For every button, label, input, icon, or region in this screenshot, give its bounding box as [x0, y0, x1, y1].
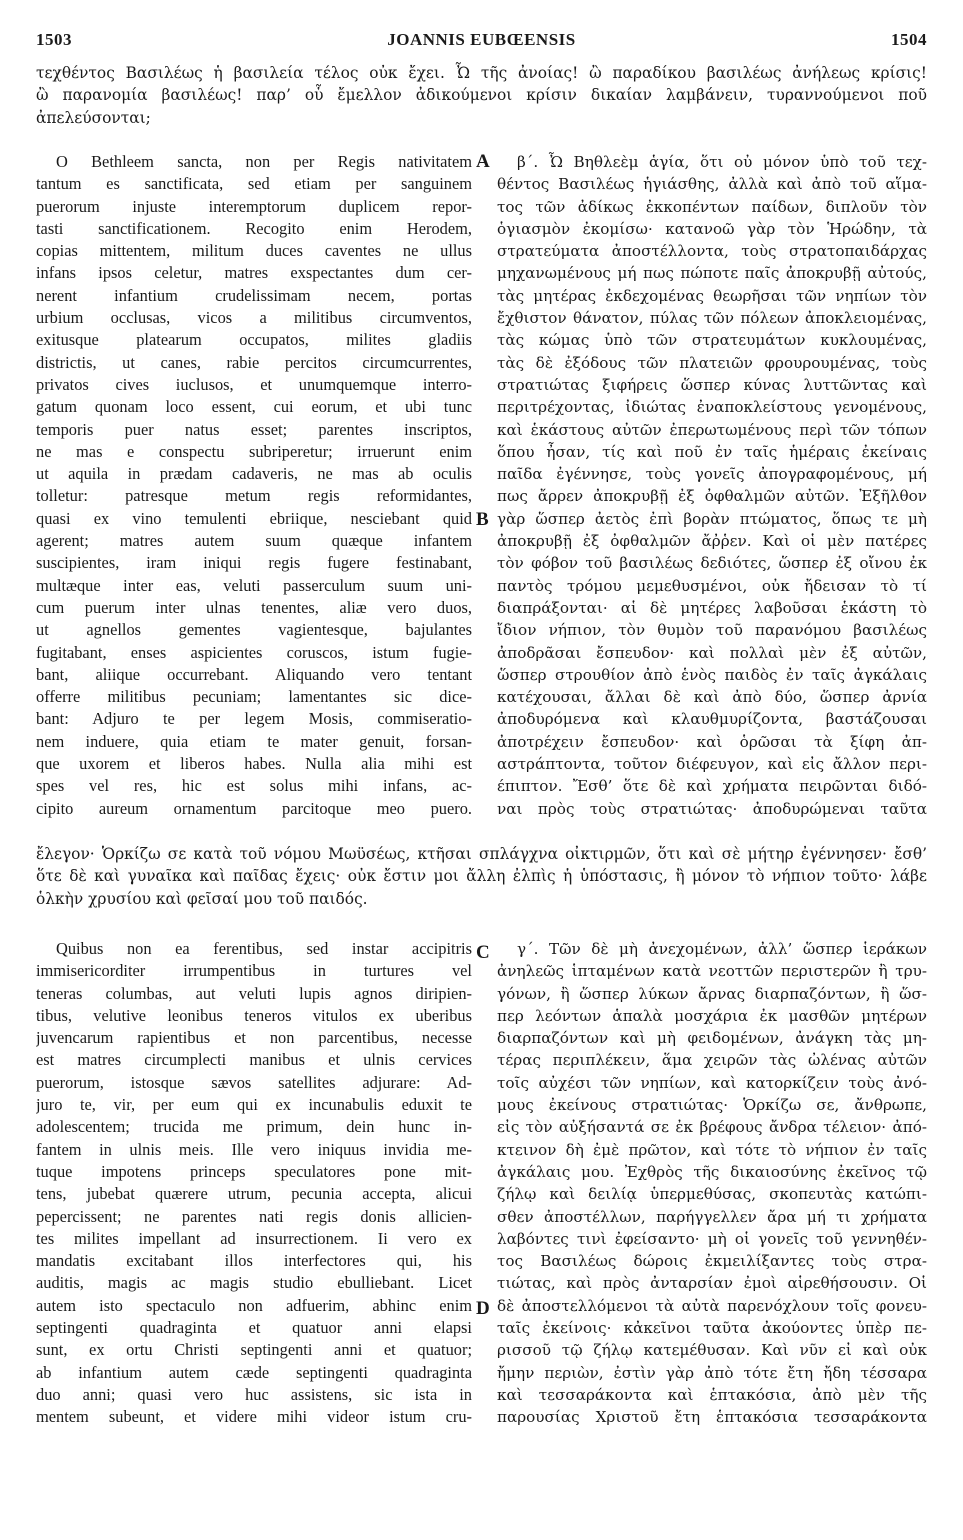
text-line: τος τῶν ἀδίκως ἐκκοπέντων παίδων, διπλοῦν τὸν	[497, 197, 927, 216]
text-line: suscipientes, iram iniqui regis fugere festinabant,	[36, 553, 472, 573]
text-line: exitusque platearum occupatos, milites gladiis	[36, 330, 472, 350]
margin-marker-c: C	[476, 942, 490, 963]
margin-marker-b: B	[476, 509, 489, 530]
text-line: ταῖς ἐκείνοις· κἀκεῖνοι ταῦτα ἀκούοντες ὑπὲρ πε-	[497, 1319, 927, 1338]
text-line: tantum es sanctificata, sed etiam per sanguinem	[36, 174, 472, 194]
text-line: γόνων, ἢ ὥσπερ λύκων ἄρνας διαρπαζόντων, ἢ ὥσ-	[497, 984, 927, 1003]
text-line: καὶ ἑκάστους αὐτῶν ἐπερωτωμένους περὶ τῶν τόπων	[497, 420, 927, 439]
text-line: spes vel res, hic est solus mihi infans, ac-	[36, 776, 472, 796]
right-column-number: 1504	[891, 30, 927, 49]
text-line: ὅπου ἦσαν, τίς καὶ ποῦ ἐν ταῖς ἡμέραις ἐκείναις	[497, 442, 927, 461]
text-line: cipito aureum ornamentum parcitoque meo puero.	[36, 798, 472, 818]
text-line: στρατιώτας ξιφήρεις ὥσπερ κύνας λυττῶντας καὶ	[497, 375, 927, 394]
text-line: septingenti quadraginta et quatuor anni elapsi	[36, 1318, 472, 1338]
text-line: πως ἄρρεν ἀποκρυβῇ ἐξ ὀφθαλμῶν αὐτῶν. Ἐξῆλθον	[497, 487, 927, 506]
margin-marker-a: A	[476, 151, 490, 172]
middle-greek-block	[36, 843, 927, 910]
text-line: cum puerum inter ulnas tenentes, aliæ vero duos,	[36, 597, 472, 617]
text-line: ζήλῳ καὶ δειλίᾳ ὑπερμεθύσας, σκοπευτὰς κατώπι-	[497, 1185, 927, 1204]
text-line: ἔχθιστον θάνατον, πύλας τῶν πόλεων ἀποκλειομένας,	[497, 309, 927, 328]
text-line: ab infantium autem cæde septingenti quadraginta	[36, 1362, 472, 1382]
text-line: κατέχουσαι, ἄλλαι δὲ καὶ ἀπὸ δύο, ὥσπερ ἀρνία	[497, 688, 927, 707]
text-line: agerent; matres autem suum quæque infantem	[36, 531, 472, 551]
text-line: τέρας περιπλέκειν, ἅμα χειρῶν τὰς ὠλένας αὐτῶν	[497, 1051, 927, 1070]
text-line: ναι πρὸς τοὺς στρατιώτας· ἀποδυρώμεναι ταῦτα	[497, 799, 927, 818]
section2-latin-column	[36, 938, 472, 1429]
text-line: γ΄. Τῶν δὲ μὴ ἀνεχομένων, ἀλλ’ ὥσπερ ἱεράκων	[517, 940, 927, 958]
top-greek-block	[36, 62, 927, 129]
text-line: gatum quonam loco essent, cui eorum, et ubi tunc	[36, 397, 472, 417]
text-line: τὸν φόβον τοῦ βασιλέως δεδιότες, ὥσπερ ἐξ οἴνου ἐκ	[497, 554, 927, 573]
text-line: pepercissent; ne parentes nati regis donis allicien-	[36, 1206, 472, 1226]
text-line: mandatis excitabant illos interfectores qui, his	[36, 1251, 472, 1271]
text-line: έπιπτον. Ἔσθ’ ὅτε δὲ καὶ χρήματα πειρῶνται διδό-	[497, 777, 927, 796]
text-line: παντὸς τρόμου μεμεθυσμένοι, οὐκ ἤδεισαν τὸ τί	[497, 576, 927, 595]
text-line: tes milites impellant ad insurrectionem. Ii vero ex	[36, 1228, 472, 1248]
text-line: juvencarum rapientibus et non parcentibus, necesse	[36, 1028, 472, 1048]
text-line: ἤμην περιὼν, ἐστὶν γὰρ ἀπὸ τότε ἔτη ἤδη τέσσαρα	[497, 1363, 927, 1382]
left-column-number: 1503	[36, 30, 72, 49]
text-line: γὰρ ὥσπερ ἀετὸς ἐπὶ βορὰν πτώματος, ὅπως τε μὴ	[497, 509, 927, 528]
text-line: multæque inter eas, veluti passerculum suum uni-	[36, 575, 472, 595]
text-line: tuque impotens princeps speculatores pone mit-	[36, 1161, 472, 1181]
text-line: est matres circumplecti manibus et ulnis cervices	[36, 1050, 472, 1070]
text-line: κτεινον δὴ ἐμὲ πρῶτον, καὶ τότε τὸ νήπιον ἐν ταῖς	[497, 1140, 927, 1159]
text-line: tolletur: patresque metum regis reformidantes,	[36, 486, 472, 506]
text-line: puerorum, istosque sævos satellites adjurare: Ad-	[36, 1072, 472, 1092]
text-line: tibus, velutive leonibus teneros vitulos ex uberibus	[36, 1005, 472, 1025]
text-line: στρατεύματα ἀποστέλλοντα, τοὺς στρατοπαιδάρχας	[497, 242, 927, 261]
text-line: αστράπτοντα, τοῦτον διέφευγον, καὶ εἰς ἄλλον περι-	[497, 755, 927, 774]
text-line: ἀποδρᾶσαι ἔσπευδον· καὶ πολλαὶ μὲν ἐξ αὐτῶν,	[497, 643, 927, 662]
text-line: τὰς μητέρας ἐκδεχομένας θεωρῆσαι τῶν νηπίων τὸν	[497, 286, 927, 305]
text-line: privatos cives iuclusos, et unumquemque interro-	[36, 374, 472, 394]
text-line: fugitabant, enses aspicientes coruscos, istum fugie-	[36, 642, 472, 662]
text-line: σθεν ἀποστέλλων, παρήγγελλεν ἄρα μή τι χρήματα	[497, 1207, 927, 1226]
text-line: ὥσπερ στρουθίον ἀπὸ ἑνὸς παιδὸς ἐν ταῖς ἀγκάλαις	[497, 665, 927, 684]
text-line: ἀποκρυβῇ ἐξ ὀφθαλμῶν ἄῤῥεν. Καὶ οἱ μὲν πατέρες	[497, 532, 927, 551]
text-line: O Bethleem sancta, non per Regis nativitatem	[56, 152, 472, 171]
margin-marker-d: D	[476, 1298, 490, 1319]
text-line: τος Βασιλέως δώροις ἐκμειλίξαντες τοὺς στρα-	[497, 1252, 927, 1271]
text-line: ut agnellos gementes vagientesque, bajulantes	[36, 620, 472, 640]
text-line: θέντος Βασιλέως ἡγιάσθης, ἀλλὰ καὶ ἀπὸ τοῦ αἵμα-	[497, 175, 927, 194]
text-line: ne mas e conspectu subriperetur; irruerunt enim	[36, 441, 472, 461]
text-line: nem induere, quia etiam te mater genuit, forsan-	[36, 731, 472, 751]
text-line: immisericorditer irrumpentibus in turtures vel	[36, 961, 472, 981]
text-line: que uxorem et liberos habes. Nulla alia mihi est	[36, 754, 472, 774]
text-line: τὰς κώμας ὑπὸ τῶν στρατευμάτων κυκλουμένας,	[497, 331, 927, 350]
text-line: λαβόντες τινὶ ἐφείσαντο· μὴ οἱ γονεῖς τοῦ γεννηθέν-	[497, 1229, 927, 1248]
text-line: τὰς δὲ ἐξόδους τῶν πλατειῶν φρουρουμένας, τοὺς	[497, 353, 927, 372]
text-line: urbium occlusas, vicos a militibus circumventos,	[36, 308, 472, 328]
text-line: temporis puer natus esset; parentes inscriptos,	[36, 419, 472, 439]
text-line: τοῖς αὐχέσι τῶν νηπίων, καὶ κατορκίζειν τοὺς ἀνό-	[497, 1073, 927, 1092]
text-line: tens, jubebat quærere utrum, pecunia accepta, alicui	[36, 1184, 472, 1204]
section1-latin-column	[36, 151, 472, 820]
text-line: bant: Adjuro te per legem Mosis, commiseratio-	[36, 709, 472, 729]
text-line: juro te, vir, per eum qui ex incunabulis eduxit te	[36, 1095, 472, 1115]
text-line: παῖδα ἐγέννησε, τοὺς γονεῖς ἀπογραφομένους, μή	[497, 465, 927, 484]
text-line: β΄. Ὦ Βηθλεὲμ ἁγία, ὅτι οὐ μόνον ὑπὸ τοῦ τεχ-	[517, 153, 927, 171]
text-line: διαρπαζόντων καὶ μὴ φειδομένων, ἀνάγκη τὰς μη-	[497, 1029, 927, 1048]
text-line: ρισσοῦ τῷ ζήλῳ κατεμέθυσαν. Καὶ νῦν εἰ καὶ οὐκ	[497, 1341, 927, 1360]
text-line: duo anni; quasi vero huc assistens, sic ista in	[36, 1384, 472, 1404]
running-title: JOANNIS EUBŒENSIS	[387, 30, 576, 49]
text-line: nerent infantium crudelissimam necem, portas	[36, 285, 472, 305]
text-line: quasi ex vino temulenti ebriique, nesciebant quid	[36, 508, 472, 528]
text-line: περ λεόντων ἁπαλὰ μοσχάρια ἐκ μασθῶν μητέρων	[497, 1006, 927, 1025]
page-header	[36, 30, 927, 54]
text-line: ἔλεγον· Ὁρκίζω σε κατὰ τοῦ νόμου Μωϋσέως, κτῆσαι σπλάγχνα οἰκτιρμῶν, ὅτι καὶ σὲ μήτηρ ἐγέννησεν· ἔσθ’	[36, 845, 927, 863]
text-line: μηχανωμένους μή πως πώποτε παῖς ἀποκρυβῇ αὐτούς,	[497, 264, 927, 283]
text-line: ἀνηλεῶς ἱπταμένων κατὰ νεοττῶν περιστερῶν ἢ τρυ-	[497, 962, 927, 981]
text-line: ἀγκάλαις μου. Ἐχθρὸς τῆς δικαιοσύνης ἐκεῖνος τῷ	[497, 1162, 927, 1181]
text-line: ut aquila in prædam cadaveris, ne mas ab oculis	[36, 464, 472, 484]
section1-greek-column	[497, 151, 927, 820]
text-line: μους ἐκείνους στρατιώτας· Ὁρκίζω σε, ἄνθρωπε,	[497, 1096, 927, 1115]
text-line: Quibus non ea ferentibus, sed instar accipitris	[56, 939, 472, 958]
text-line: δὲ ἀποστελλόμενοι τὰ αὐτὰ παρενόχλουν τοῖς φονευ-	[497, 1296, 927, 1315]
text-line: ὢ παρανομία βασιλέως! παρ’ οὗ ἔμελλον ἀδικούμενοι κρίσιν δικαίαν λαμβάνειν, τυραννούμενοι ποῦ	[36, 86, 927, 105]
text-line: sunt, ex ortu Christi septingenti anni et quatuor;	[36, 1340, 472, 1360]
text-line: puerorum injuste interemptorum duplicem repor-	[36, 196, 472, 216]
text-line: ὅτε δὲ καὶ γυναῖκα καὶ παῖδας ἔχεις· οὐκ ἔστιν μοι ἄλλη ἐλπὶς ἡ ὑπόστασις, ἢ μόνον τὸ νήπιον τοῦτο· λάβε	[36, 867, 927, 886]
text-line: adolescentem; trucida me primum, dein hunc in-	[36, 1117, 472, 1137]
text-line: copias mittentem, militum duces caventes ne ullus	[36, 241, 472, 261]
text-line: ὁλκὴν χρυσίου καὶ φεῖσαί μου τοῦ παιδός.	[36, 889, 368, 908]
text-line: autem isto spectaculo non adfuerim, abhinc enim	[36, 1295, 472, 1315]
text-line: ἀπελεύσονται;	[36, 108, 151, 127]
text-line: auditis, magis ac magis studio ebulliebant. Licet	[36, 1273, 472, 1293]
section2-greek-column	[497, 938, 927, 1429]
text-line: bant, aliique occurrebant. Aliquando vero tentant	[36, 664, 472, 684]
text-line: ὁγιασμὸν ἐκομίσω· κατανοῶ γὰρ τὸν Ἡρώδην, τὰ	[497, 219, 927, 238]
text-line: τεχθέντος Βασιλέως ἡ βασιλεία τέλος οὐκ ἔχει. Ὦ τῆς ἀνοίας! ὢ παραδίκου βασιλέως ἀνήλεως κρίσις!	[36, 64, 927, 82]
text-line: districtis, ut canes, rabie percitos circumcurrentes,	[36, 352, 472, 372]
text-line: εἰς τὸν αὐξήσαντά σε ἐκ βρέφους ἄνδρα τέλειον· ἀπό-	[497, 1118, 927, 1137]
text-line: καὶ τεσσαράκοντα καὶ ἑπτακόσια, ἀπὸ μὲν τῆς	[497, 1385, 927, 1404]
text-line: ἀποδυρόμενα καὶ κλαυθμυρίζοντα, βαστάζουσαι	[497, 710, 927, 729]
text-line: ἀποτρέχειν ἔσπευδον· καὶ ὁρῶσαι τὰ ξίφη ἀπ-	[497, 732, 927, 751]
text-line: τιώτας, καὶ πρὸς ἀνταρσίαν ἐμοὶ αἱρεθήσουσιν. Οἱ	[497, 1274, 927, 1293]
text-line: offerre militibus pecuniam; lamentantes sic dice-	[36, 687, 472, 707]
text-line: tasti sanctificationem. Recogito enim Herodem,	[36, 218, 472, 238]
text-line: ἴδιον νήπιον, τὸν θυμὸν τοῦ παρανόμου βασιλέως	[497, 621, 927, 640]
text-line: infans ipsos celetur, matres exspectantes dum cer-	[36, 263, 472, 283]
text-line: διαπράξονται· αἱ δὲ μητέρες λαβοῦσαι ἑκάστη τὸ	[497, 598, 927, 617]
text-line: teneras columbas, aut veluti lupis agnos diripien-	[36, 983, 472, 1003]
text-line: fantem in ulnis meis. Ille vero iniquus invidia me-	[36, 1139, 472, 1159]
text-line: mentem subeunt, et videre mihi videor istum cru-	[36, 1407, 472, 1427]
text-line: περιτρέχοντας, ἰδιώτας ἐναποκλείστους γενομένους,	[497, 398, 927, 417]
text-line: παρουσίας Χριστοῦ ἔτη ἑπτακόσια τεσσαράκοντα	[497, 1408, 927, 1427]
